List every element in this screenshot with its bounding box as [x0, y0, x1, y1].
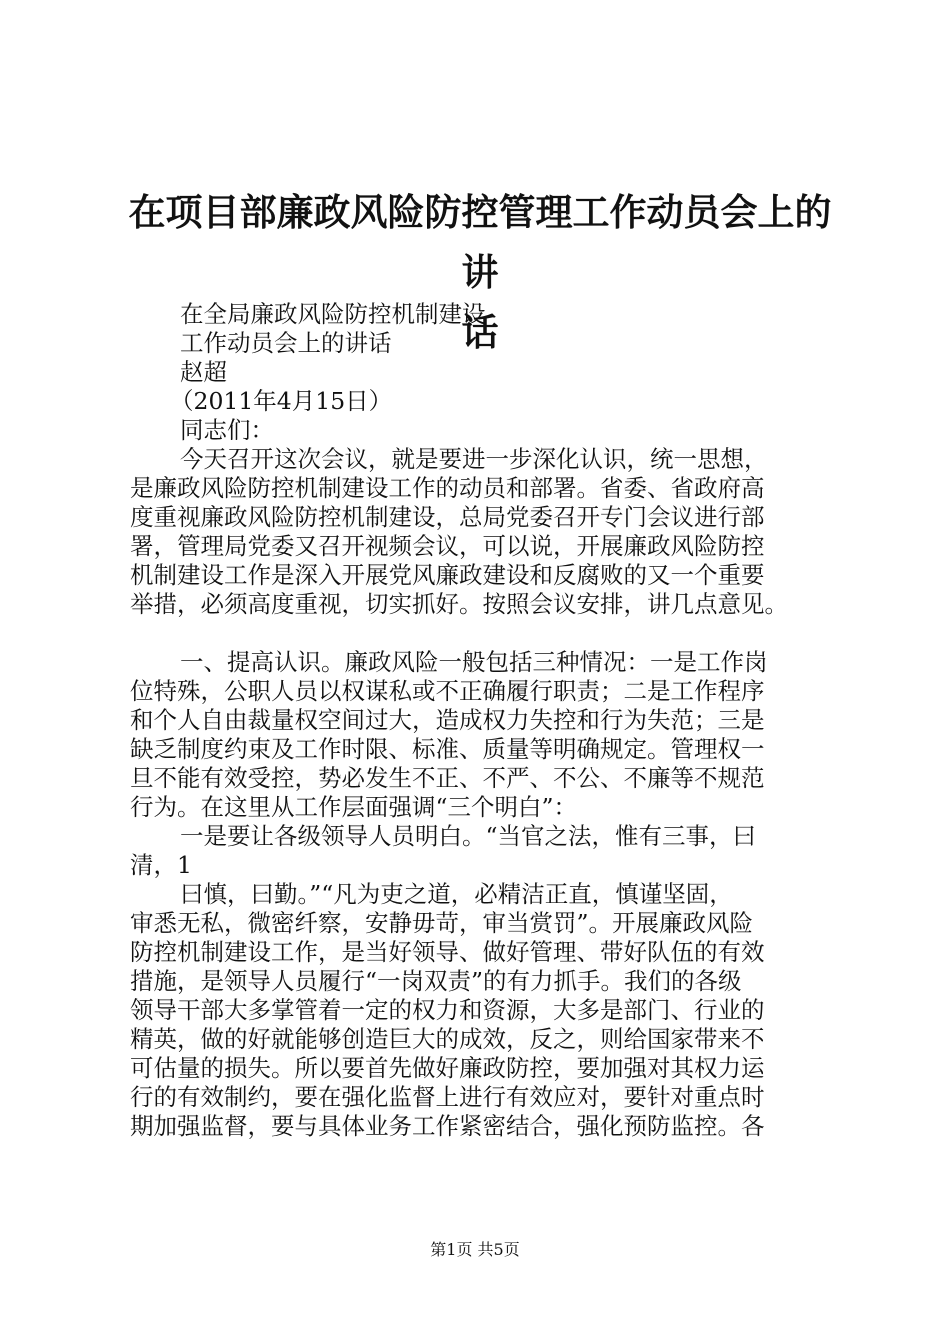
paragraph-line: 领导干部大多掌管着一定的权力和资源，大多是部门、行业的 — [130, 996, 765, 1024]
paragraph-line: 防控机制建设工作，是当好领导、做好管理、带好队伍的有效 — [130, 938, 765, 966]
paragraph-line: 一是要让各级领导人员明白。“当官之法，惟有三事，曰 — [180, 822, 757, 850]
paragraph-line: 清，1 — [130, 851, 192, 879]
paragraph-2 — [130, 648, 845, 822]
paragraph-line: 曰慎，曰勤。”“凡为吏之道，必精洁正直，慎谨坚固， — [180, 880, 733, 908]
paragraph-line: 期加强监督，要与具体业务工作紧密结合，强化预防监控。各 — [130, 1112, 765, 1140]
salutation: 同志们： — [180, 416, 274, 444]
paragraph-4 — [130, 880, 845, 1141]
paragraph-line: 机制建设工作是深入开展党风廉政建设和反腐败的又一个重要 — [130, 561, 765, 589]
paragraph-line: 署，管理局党委又召开视频会议，可以说，开展廉政风险防控 — [130, 532, 765, 560]
document-body — [130, 300, 845, 1141]
paragraph-line: 行的有效制约，要在强化监督上进行有效应对，要针对重点时 — [130, 1083, 765, 1111]
paragraph-line: 措施，是领导人员履行“一岗双责”的有力抓手。我们的各级 — [130, 967, 742, 995]
paragraph-line: 一、提高认识。廉政风险一般包括三种情况：一是工作岗 — [180, 648, 768, 676]
title-line-1: 在项目部廉政风险防控管理工作动员会上的讲 — [128, 190, 832, 294]
paragraph-line: 今天召开这次会议，就是要进一步深化认识，统一思想， — [180, 445, 768, 473]
paragraph-line: 旦不能有效受控，势必发生不正、不严、不公、不廉等不规范 — [130, 764, 765, 792]
title-line-2: 话 — [461, 310, 499, 354]
paragraph-3 — [130, 822, 845, 880]
speech-date: （2011年4月15日） — [170, 387, 393, 415]
paragraph-line: 审悉无私，微密纤察，安静毋苛，审当赏罚”。开展廉政风险 — [130, 909, 754, 937]
paragraph-1 — [130, 445, 845, 619]
paragraph-line: 度重视廉政风险防控机制建设，总局党委召开专门会议进行部 — [130, 503, 765, 531]
paragraph-spacer — [130, 619, 845, 648]
paragraph-line: 可估量的损失。所以要首先做好廉政防控，要加强对其权力运 — [130, 1054, 765, 1082]
subtitle-line-2: 工作动员会上的讲话 — [180, 329, 392, 357]
subtitle-line-1: 在全局廉政风险防控机制建设 — [180, 300, 486, 328]
paragraph-line: 和个人自由裁量权空间过大，造成权力失控和行为失范；三是 — [130, 706, 765, 734]
paragraph-line: 位特殊，公职人员以权谋私或不正确履行职责；二是工作程序 — [130, 677, 765, 705]
paragraph-line: 举措，必须高度重视，切实抓好。按照会议安排，讲几点意见。 — [130, 590, 788, 618]
author-name: 赵超 — [180, 358, 227, 386]
paragraph-line: 精英，做的好就能够创造巨大的成效，反之，则给国家带来不 — [130, 1025, 765, 1053]
page-number-footer: 第1页 共5页 — [430, 1240, 520, 1259]
paragraph-line: 行为。在这里从工作层面强调“三个明白”： — [130, 793, 578, 821]
paragraph-line: 是廉政风险防控机制建设工作的动员和部署。省委、省政府高 — [130, 474, 765, 502]
paragraph-line: 缺乏制度约束及工作时限、标准、质量等明确规定。管理权一 — [130, 735, 765, 763]
